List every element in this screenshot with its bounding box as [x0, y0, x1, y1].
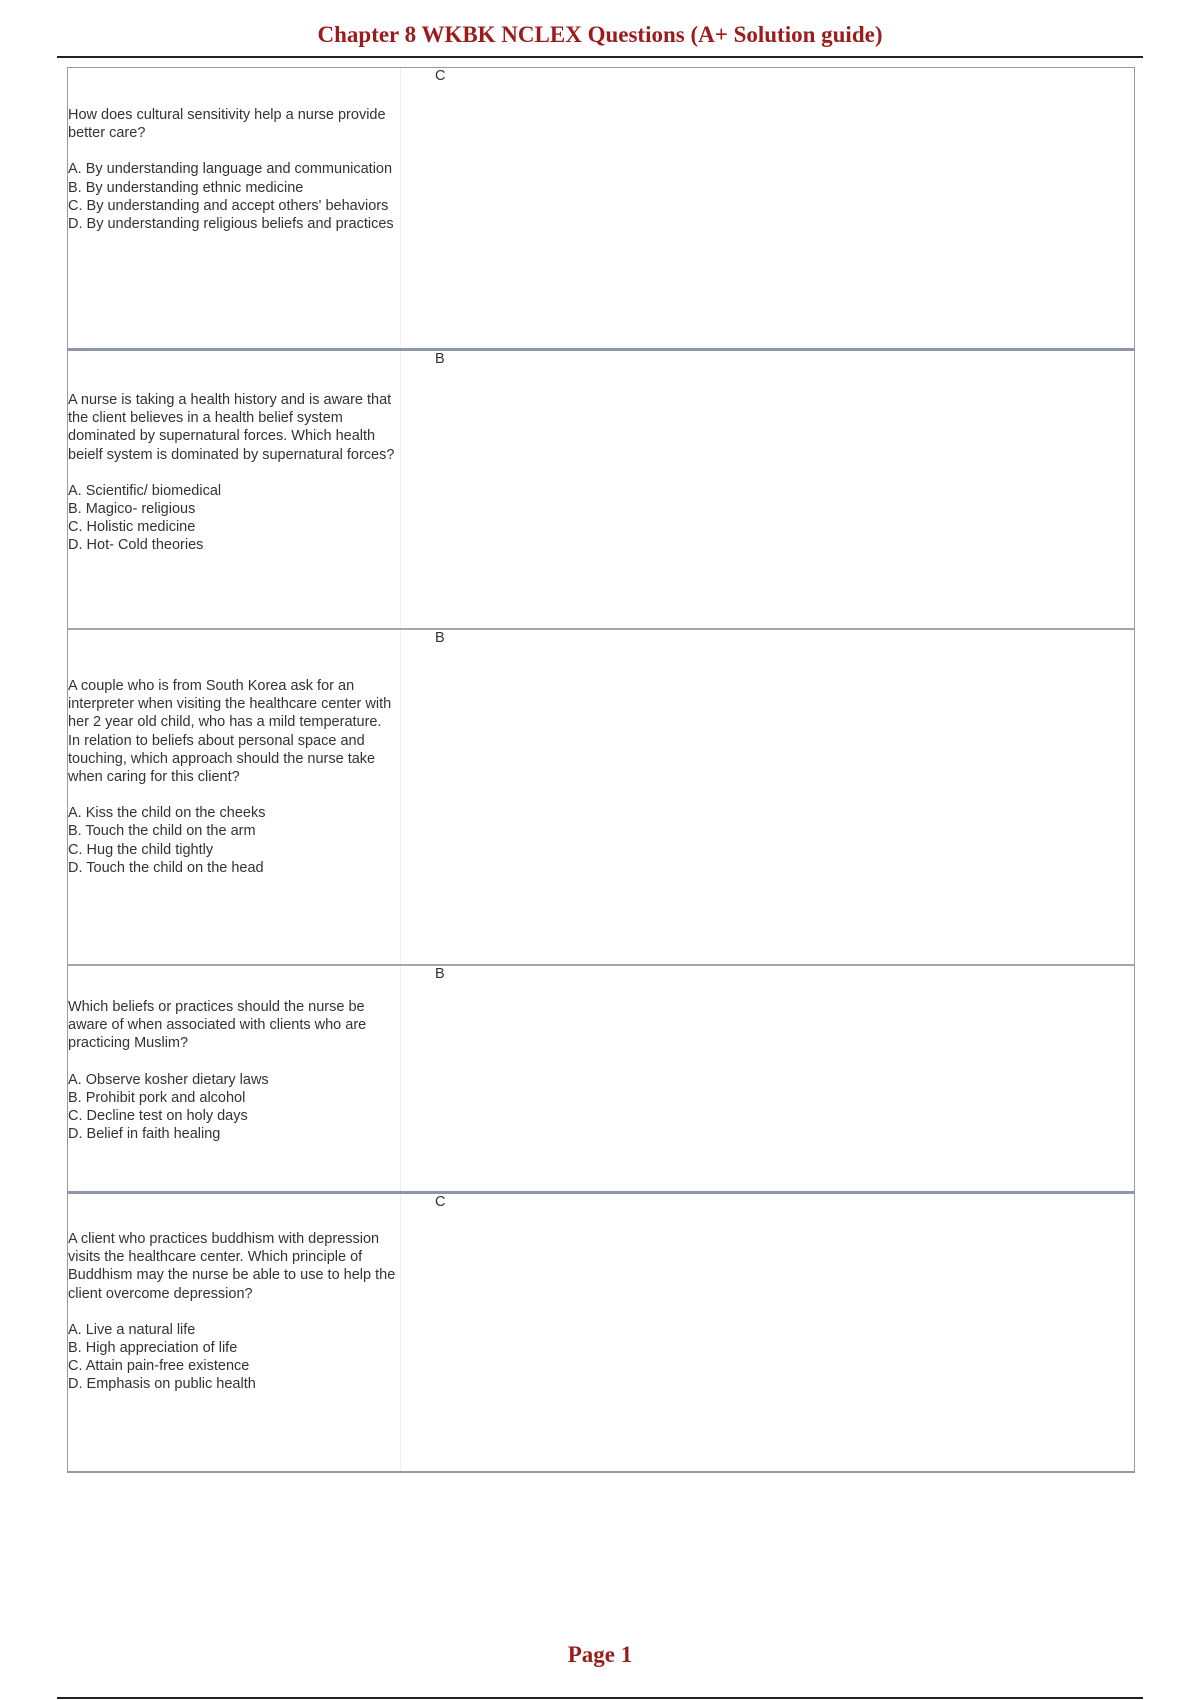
correct-answer: B — [435, 351, 445, 367]
correct-answer: B — [435, 630, 445, 646]
answer-cell — [401, 1194, 1134, 1471]
question-stem: How does cultural sensitivity help a nurse provide better care? — [68, 107, 386, 142]
correct-answer: B — [435, 966, 445, 982]
answer-options — [68, 1321, 396, 1394]
question-stem: A client who practices buddhism with depression visits the healthcare center. Which principle of Buddhism may the nurse be able to use to help the client overcome depression? — [68, 1231, 396, 1302]
footer-rule — [57, 1697, 1143, 1699]
option-b: B. Touch the child on the arm — [68, 823, 256, 840]
question-row — [68, 964, 1134, 1191]
answer-cell — [401, 630, 1134, 964]
header-rule — [57, 56, 1143, 58]
option-a: A. Live a natural life — [68, 1321, 196, 1338]
option-a: A. Observe kosher dietary laws — [68, 1071, 269, 1088]
question-cell — [68, 966, 401, 1191]
option-a: A. By understanding language and communication — [68, 161, 393, 178]
answer-cell — [401, 351, 1134, 628]
question-row — [68, 68, 1134, 348]
question-row — [68, 348, 1134, 628]
question-cell — [68, 68, 401, 348]
question-row — [68, 1191, 1134, 1471]
question-cell — [68, 351, 401, 628]
question-stem: A couple who is from South Korea ask for an interpreter when visiting the healthcare center with her 2 year old child, who has a mild temperature. In relation to beliefs about personal space and touching, which approach should the nurse take when caring for this client? — [68, 678, 392, 786]
answer-options — [68, 804, 396, 877]
option-b: B. Prohibit pork and alcohol — [68, 1089, 246, 1106]
answer-cell — [401, 966, 1134, 1191]
option-c: C. By understanding and accept others' behaviors — [68, 197, 389, 214]
document-title: Chapter 8 WKBK NCLEX Questions (A+ Solution guide) — [317, 22, 883, 47]
option-d: D. Belief in faith healing — [68, 1126, 221, 1143]
option-b: B. By understanding ethnic medicine — [68, 179, 304, 196]
option-d: D. By understanding religious beliefs and practices — [68, 216, 394, 233]
option-d: D. Hot- Cold theories — [68, 537, 204, 554]
option-c: C. Hug the child tightly — [68, 841, 214, 858]
question-cell — [68, 630, 401, 964]
question-cell — [68, 1194, 401, 1471]
correct-answer: C — [435, 1194, 446, 1210]
option-c: C. Decline test on holy days — [68, 1108, 248, 1125]
question-stem: Which beliefs or practices should the nurse be aware of when associated with clients who are practicing Muslim? — [68, 999, 367, 1052]
question-table — [67, 67, 1135, 1473]
correct-answer: C — [435, 68, 446, 84]
answer-options — [68, 1071, 396, 1144]
option-c: C. Holistic medicine — [68, 519, 196, 536]
answer-options — [68, 482, 396, 555]
question-stem: A nurse is taking a health history and is aware that the client believes in a health belief system dominated by supernatural forces. Which health beielf system is dominated by supernatural forces? — [68, 392, 395, 463]
option-b: B. Magico- religious — [68, 501, 196, 518]
option-b: B. High appreciation of life — [68, 1340, 238, 1357]
option-d: D. Touch the child on the head — [68, 859, 264, 876]
page-number: Page 1 — [567, 1642, 633, 1667]
option-c: C. Attain pain-free existence — [68, 1358, 250, 1375]
option-a: A. Kiss the child on the cheeks — [68, 805, 266, 822]
option-a: A. Scientific/ biomedical — [68, 482, 222, 499]
answer-options — [68, 160, 396, 233]
answer-cell — [401, 68, 1134, 348]
option-d: D. Emphasis on public health — [68, 1376, 256, 1393]
question-row — [68, 628, 1134, 964]
